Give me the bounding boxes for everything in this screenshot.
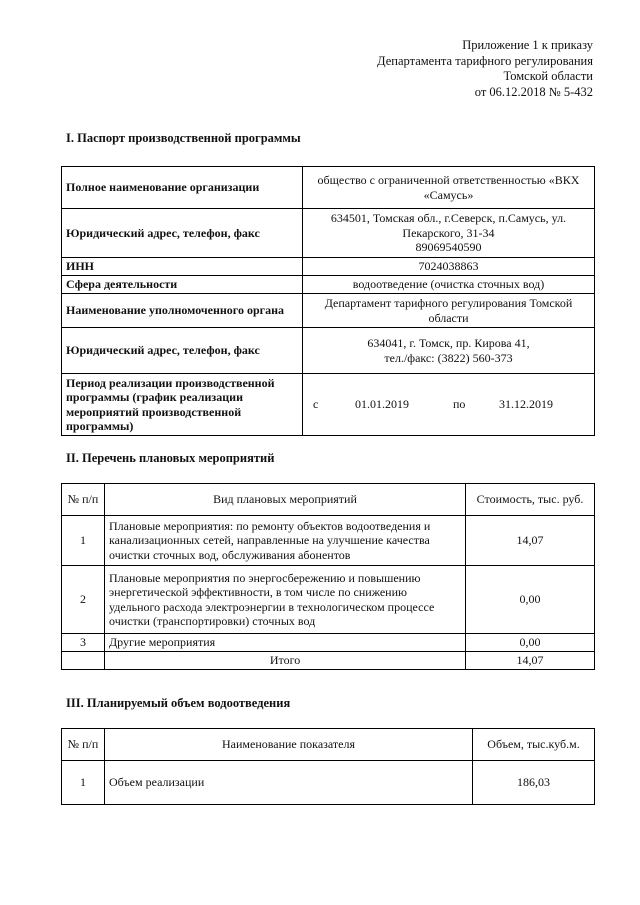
table-row bbox=[62, 761, 595, 805]
period-to-word: по bbox=[453, 397, 466, 412]
row-num: 1 bbox=[62, 516, 105, 566]
passport-table bbox=[61, 166, 595, 436]
header-line-4: от 06.12.2018 № 5-432 bbox=[474, 84, 593, 99]
passport-value bbox=[303, 328, 595, 374]
total-value: 14,07 bbox=[466, 652, 595, 670]
row-cost: 14,07 bbox=[466, 516, 595, 566]
passport-label: Полное наименование организации bbox=[62, 167, 303, 209]
header-line-1: Приложение 1 к приказу bbox=[462, 38, 593, 52]
row-cost: 0,00 bbox=[466, 634, 595, 652]
row-name: Плановые мероприятия по энергосбережению и повышению энергетической эффективности, в том числе по снижению удельного расхода электроэнергии в технологическом процессе очистки (транспортировки) сточных вод bbox=[105, 566, 466, 634]
row-num: 2 bbox=[62, 566, 105, 634]
address-line-1: 634041, г. Томск, пр. Кирова 41, bbox=[367, 336, 530, 350]
measures-table bbox=[61, 483, 595, 670]
row-name: Объем реализации bbox=[105, 761, 473, 805]
period-from-word: с bbox=[313, 397, 319, 412]
table-row bbox=[62, 516, 595, 566]
table-row bbox=[62, 566, 595, 634]
passport-row-period bbox=[62, 374, 595, 436]
header-line-3: Томской области bbox=[503, 69, 593, 83]
section-1-title: I. Паспорт производственной программы bbox=[66, 131, 301, 145]
header-num: № п/п bbox=[62, 729, 105, 761]
passport-value: 7024038863 bbox=[303, 258, 595, 276]
header-name: Наименование показателя bbox=[105, 729, 473, 761]
header-line-2: Департамента тарифного регулирования bbox=[377, 53, 593, 68]
passport-value: Департамент тарифного регулирования Томской области bbox=[303, 294, 595, 328]
address-line-2: тел./факс: (3822) 560-373 bbox=[384, 350, 513, 365]
table-header-row bbox=[62, 484, 595, 516]
header-num: № п/п bbox=[62, 484, 105, 516]
header-name: Вид плановых мероприятий bbox=[105, 484, 466, 516]
passport-label: Юридический адрес, телефон, факс bbox=[62, 209, 303, 258]
table-header-row bbox=[62, 729, 595, 761]
section-3-title: III. Планируемый объем водоотведения bbox=[66, 696, 291, 710]
row-value: 186,03 bbox=[473, 761, 595, 805]
header-cost: Стоимость, тыс. руб. bbox=[466, 484, 595, 516]
address-line-3: 89069540590 bbox=[415, 240, 482, 255]
period-to-date: 31.12.2019 bbox=[499, 397, 553, 412]
passport-label: ИНН bbox=[62, 258, 303, 276]
passport-label: Наименование уполномоченного органа bbox=[62, 294, 303, 328]
passport-row-activity bbox=[62, 276, 595, 294]
passport-value bbox=[303, 209, 595, 258]
table-row bbox=[62, 634, 595, 652]
passport-value: водоотведение (очистка сточных вод) bbox=[303, 276, 595, 294]
row-name: Другие мероприятия bbox=[105, 634, 466, 652]
row-cost: 0,00 bbox=[466, 566, 595, 634]
passport-row-authority bbox=[62, 294, 595, 328]
total-label: Итого bbox=[105, 652, 466, 670]
passport-label: Сфера деятельности bbox=[62, 276, 303, 294]
passport-row-org-name bbox=[62, 167, 595, 209]
passport-period-value bbox=[303, 374, 595, 436]
volume-table bbox=[61, 728, 595, 805]
header-value: Объем, тыс.куб.м. bbox=[473, 729, 595, 761]
passport-value: общество с ограниченной ответственностью «ВКХ «Самусь» bbox=[303, 167, 595, 209]
order-header bbox=[377, 38, 593, 100]
passport-row-inn bbox=[62, 258, 595, 276]
address-line-2: Пекарского, 31-34 bbox=[402, 225, 495, 240]
passport-row-authority-address bbox=[62, 328, 595, 374]
passport-label: Юридический адрес, телефон, факс bbox=[62, 328, 303, 374]
period-from-date: 01.01.2019 bbox=[355, 397, 409, 412]
passport-label: Период реализации производственной программы (график реализации мероприятий производственной программы) bbox=[62, 374, 303, 436]
total-row bbox=[62, 652, 595, 670]
row-name: Плановые мероприятия: по ремонту объектов водоотведения и канализационных сетей, направленные на улучшение качества очистки сточных вод, обслуживания абонентов bbox=[105, 516, 466, 566]
row-num: 3 bbox=[62, 634, 105, 652]
row-num: 1 bbox=[62, 761, 105, 805]
section-2-title: II. Перечень плановых мероприятий bbox=[66, 451, 275, 465]
passport-row-address bbox=[62, 209, 595, 258]
total-empty-cell bbox=[62, 652, 105, 670]
address-line-1: 634501, Томская обл., г.Северск, п.Самусь, ул. bbox=[330, 211, 567, 226]
